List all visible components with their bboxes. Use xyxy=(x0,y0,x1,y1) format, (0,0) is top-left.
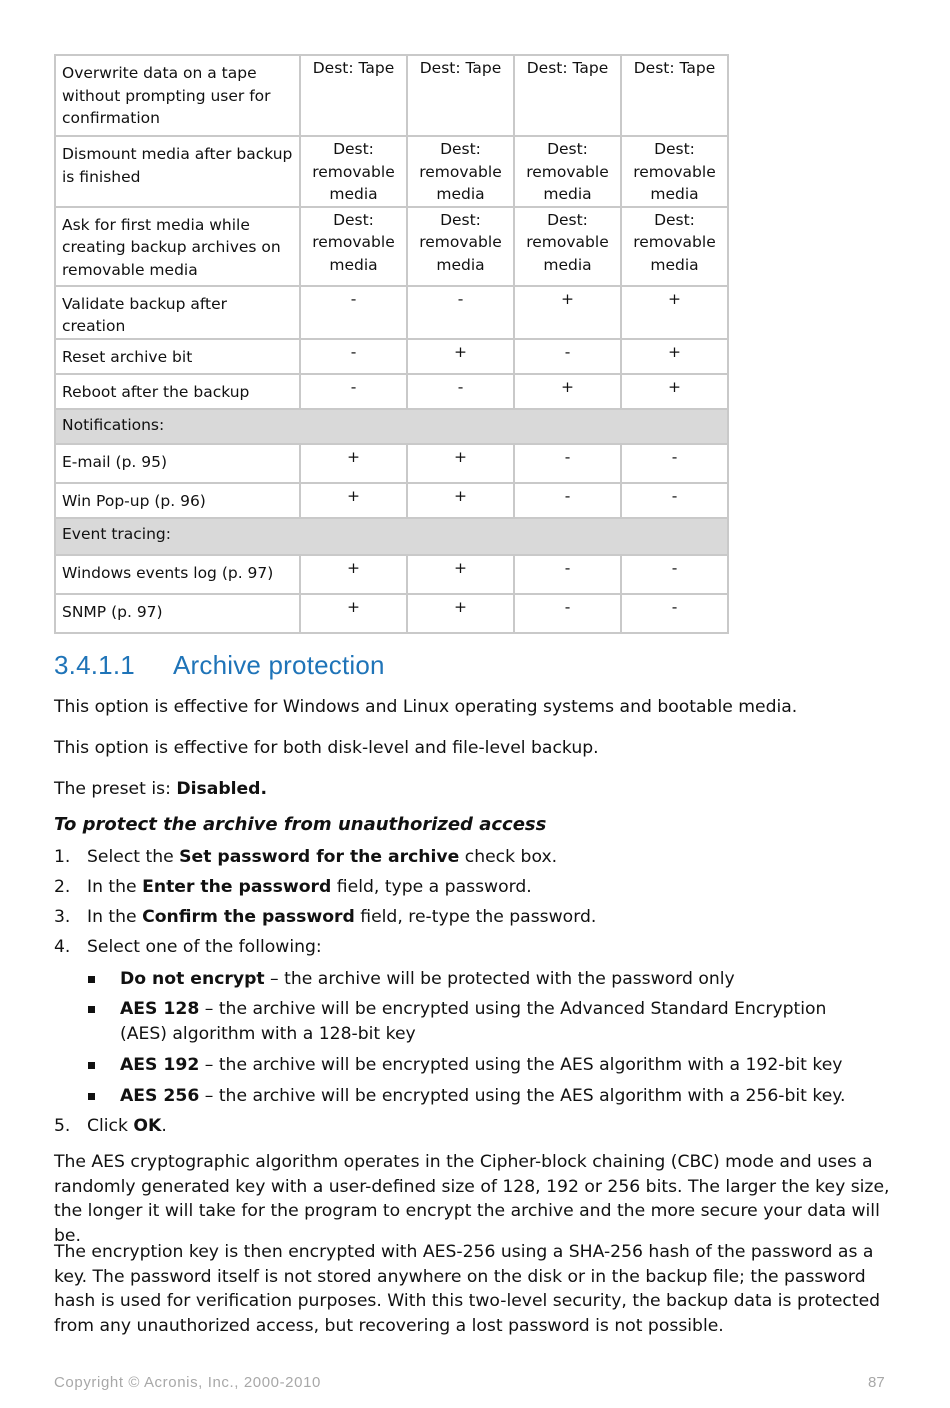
option-description: – the archive will be protected with the password only xyxy=(264,969,735,989)
option-description: – the archive will be encrypted using the AES algorithm with a 256-bit key. xyxy=(199,1086,846,1106)
step-number: 1. xyxy=(54,847,71,867)
value-cell: - xyxy=(300,374,407,409)
value-cell: Dest: removable media xyxy=(621,207,728,286)
table-row xyxy=(55,444,728,483)
footer-copyright: Copyright © Acronis, Inc., 2000-2010 xyxy=(54,1374,321,1391)
table-section-row xyxy=(55,409,728,444)
value-cell: - xyxy=(300,286,407,339)
option-name: Do not encrypt xyxy=(120,969,265,989)
option-name: AES 128 xyxy=(120,999,200,1019)
option-name: AES 192 xyxy=(120,1055,200,1075)
value-cell: + xyxy=(300,483,407,518)
section-label: Event tracing: xyxy=(55,518,728,555)
table-body xyxy=(55,55,728,633)
option-label-cell: Overwrite data on a tape without prompting user for confirmation xyxy=(55,55,300,136)
section-number: 3.4.1.1 xyxy=(54,650,135,680)
step-number: 3. xyxy=(54,907,71,927)
table-row xyxy=(55,339,728,374)
option-aes-256 xyxy=(88,1084,848,1109)
paragraph-level: This option is effective for both disk-level and file-level backup. xyxy=(54,738,599,758)
step-number: 5. xyxy=(54,1116,71,1136)
value-cell: - xyxy=(514,594,621,633)
value-cell: Dest: removable media xyxy=(621,136,728,207)
value-cell: - xyxy=(514,339,621,374)
paragraph-preset xyxy=(54,777,894,802)
step-5 xyxy=(54,1114,167,1139)
step-number: 2. xyxy=(54,877,71,897)
paragraph-encryption-key: The encryption key is then encrypted with AES-256 using a SHA-256 hash of the password as a key. The password itself is not stored anywhere on the disk or in the backup file; the password hash is used for verification purposes. With this two-level security, the backup data is protected from any unauthorized access, but recovering a lost password is not possible. xyxy=(54,1242,881,1336)
step-bold: OK xyxy=(133,1116,162,1136)
step-number: 4. xyxy=(54,937,71,957)
section-label: Notifications: xyxy=(55,409,728,444)
value-cell: - xyxy=(407,374,514,409)
bullet-square-icon xyxy=(88,976,95,983)
table-row xyxy=(55,207,728,286)
value-cell: Dest: removable media xyxy=(514,207,621,286)
backup-options-table xyxy=(54,54,729,634)
step-text: field, type a password. xyxy=(331,877,532,897)
option-label-cell: Validate backup after creation xyxy=(55,286,300,339)
table-row xyxy=(55,374,728,409)
value-cell: Dest: Tape xyxy=(514,55,621,136)
value-cell: + xyxy=(300,555,407,594)
value-cell: - xyxy=(621,555,728,594)
option-do-not-encrypt xyxy=(88,967,848,992)
value-cell: + xyxy=(407,555,514,594)
step-1 xyxy=(54,845,557,870)
value-cell: + xyxy=(407,444,514,483)
value-cell: - xyxy=(407,286,514,339)
table-row xyxy=(55,594,728,633)
value-cell: Dest: removable media xyxy=(300,207,407,286)
step-4 xyxy=(54,935,322,960)
bullet-square-icon xyxy=(88,1093,95,1100)
step-bold: Enter the password xyxy=(142,877,332,897)
value-cell: Dest: Tape xyxy=(300,55,407,136)
value-cell: - xyxy=(514,444,621,483)
value-cell: - xyxy=(300,339,407,374)
value-cell: Dest: removable media xyxy=(407,207,514,286)
value-cell: Dest: removable media xyxy=(300,136,407,207)
table-row xyxy=(55,55,728,136)
value-cell: - xyxy=(621,483,728,518)
option-label-cell: Windows events log (p. 97) xyxy=(55,555,300,594)
value-cell: + xyxy=(621,374,728,409)
section-heading xyxy=(54,650,385,681)
preset-value: Disabled. xyxy=(176,779,267,799)
footer-page-number: 87 xyxy=(868,1374,885,1391)
value-cell: + xyxy=(514,374,621,409)
step-bold: Set password for the archive xyxy=(179,847,460,867)
option-name: AES 256 xyxy=(120,1086,200,1106)
step-text: In the xyxy=(87,877,143,897)
section-title: Archive protection xyxy=(173,650,385,680)
value-cell: + xyxy=(407,594,514,633)
step-bold: Confirm the password xyxy=(142,907,355,927)
step-text: field, re-type the password. xyxy=(354,907,597,927)
step-text: check box. xyxy=(459,847,558,867)
value-cell: + xyxy=(300,594,407,633)
preset-prefix: The preset is: xyxy=(54,779,177,799)
table-section-row xyxy=(55,518,728,555)
table-row xyxy=(55,286,728,339)
table-row xyxy=(55,555,728,594)
step-text: . xyxy=(161,1116,167,1136)
option-label-cell: Dismount media after backup is finished xyxy=(55,136,300,207)
value-cell: Dest: removable media xyxy=(514,136,621,207)
value-cell: + xyxy=(621,286,728,339)
paragraph-os: This option is effective for Windows and Linux operating systems and bootable media. xyxy=(54,697,798,717)
step-text: Click xyxy=(87,1116,134,1136)
table-row xyxy=(55,483,728,518)
value-cell: + xyxy=(514,286,621,339)
step-2 xyxy=(54,875,532,900)
option-label-cell: Reboot after the backup xyxy=(55,374,300,409)
step-text: In the xyxy=(87,907,143,927)
paragraph-aes-cbc: The AES cryptographic algorithm operates in the Cipher-block chaining (CBC) mode and uses a randomly generated key with a user-defined size of 128, 192 or 256 bits. The larger the key size, the longer it will take for the program to encrypt the archive and the more secure your data will be. xyxy=(54,1152,890,1246)
value-cell: Dest: Tape xyxy=(621,55,728,136)
step-3 xyxy=(54,905,596,930)
value-cell: + xyxy=(407,483,514,518)
option-label-cell: SNMP (p. 97) xyxy=(55,594,300,633)
value-cell: + xyxy=(300,444,407,483)
value-cell: - xyxy=(514,483,621,518)
value-cell: + xyxy=(621,339,728,374)
option-aes-192 xyxy=(88,1053,848,1078)
bullet-square-icon xyxy=(88,1062,95,1069)
step-text: Select one of the following: xyxy=(87,937,322,957)
option-label-cell: E-mail (p. 95) xyxy=(55,444,300,483)
value-cell: - xyxy=(514,555,621,594)
option-label-cell: Ask for first media while creating backup archives on removable media xyxy=(55,207,300,286)
procedure-title: To protect the archive from unauthorized access xyxy=(54,814,547,835)
value-cell: - xyxy=(621,444,728,483)
value-cell: Dest: Tape xyxy=(407,55,514,136)
value-cell: - xyxy=(621,594,728,633)
step-text: Select the xyxy=(87,847,180,867)
value-cell: + xyxy=(407,339,514,374)
bullet-square-icon xyxy=(88,1006,95,1013)
option-label-cell: Win Pop-up (p. 96) xyxy=(55,483,300,518)
option-description: – the archive will be encrypted using the AES algorithm with a 192-bit key xyxy=(199,1055,843,1075)
option-description: – the archive will be encrypted using the Advanced Standard Encryption (AES) algorithm with a 128-bit key xyxy=(120,999,827,1044)
value-cell: Dest: removable media xyxy=(407,136,514,207)
option-label-cell: Reset archive bit xyxy=(55,339,300,374)
option-aes-128 xyxy=(88,997,848,1046)
table-row xyxy=(55,136,728,207)
